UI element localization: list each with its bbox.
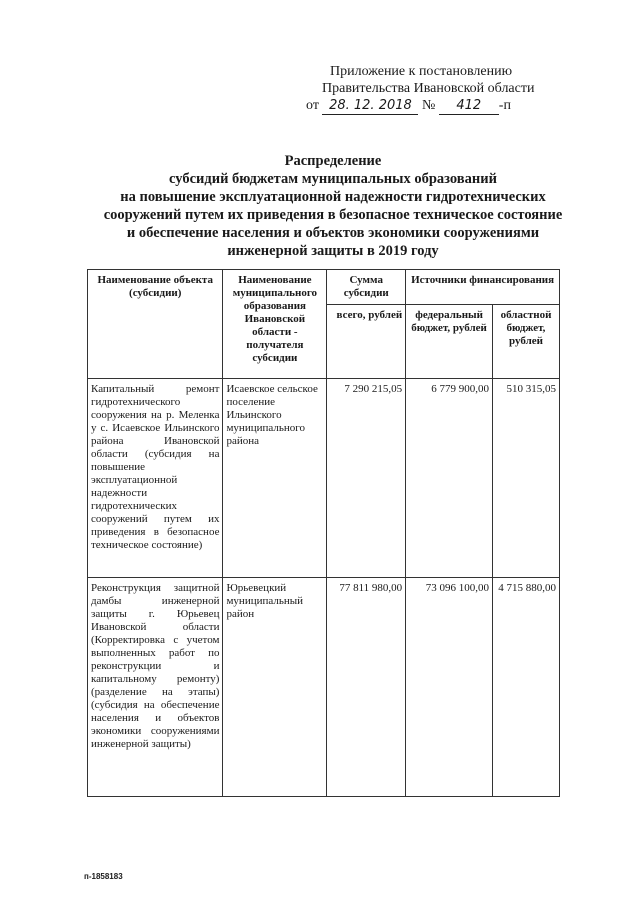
appendix-number-sign: № (421, 98, 436, 113)
table-row (88, 578, 560, 797)
row-2-regional: 4 715 880,00 (493, 578, 560, 797)
title-line-3: на повышение эксплуатационной надежности гидротехнических (120, 189, 546, 205)
document-code: п-1858183 (84, 872, 123, 881)
row-1-federal: 6 779 900,00 (406, 379, 493, 578)
document-title (80, 152, 586, 260)
title-line-2: субсидий бюджетам муниципальных образований (169, 171, 497, 187)
header-federal: федеральный бюджет, рублей (406, 305, 493, 379)
row-2-object: Реконструкция защитной дамбы инженерной защиты г. Юрьевец Ивановской области (Корректировка с учетом выполненных работ по реконструкции и капитальному ремонту) (разделение на этапы) (субсидия на обеспечение населения и объектов экономики сооружениями инженерной защиты) (88, 578, 223, 797)
header-total: всего, рублей (327, 305, 406, 379)
table-row (88, 379, 560, 578)
row-2-total: 77 811 980,00 (327, 578, 406, 797)
subsidy-table (87, 269, 560, 797)
appendix-date: 28. 12. 2018 (322, 97, 418, 115)
title-line-4: сооружений путем их приведения в безопасное техническое состояние (103, 207, 563, 223)
appendix-line-1: Приложение к постановлению (330, 64, 513, 79)
title-line-5: и обеспечение населения и объектов экономики сооружениями (126, 225, 540, 241)
header-object: Наименование объекта (субсидии) (88, 270, 223, 379)
appendix-number: 412 (439, 97, 499, 115)
row-2-municipality: Юрьевецкий муниципальный район (223, 578, 327, 797)
title-line-1: Распределение (284, 153, 382, 169)
header-regional: областной бюджет, рублей (493, 305, 560, 379)
row-2-federal: 73 096 100,00 (406, 578, 493, 797)
row-1-object: Капитальный ремонт гидротехнического сооружения на р. Меленка у с. Исаевское Ильинского района Ивановской области (субсидия на повышение эксплуатационной надежности гидротехнических сооружений путем их приведения в безопасное техническое состояние) (88, 379, 223, 578)
header-sources: Источники финансирования (406, 270, 560, 305)
header-sum: Сумма субсидии (327, 270, 406, 305)
appendix-line-2: Правительства Ивановской области (322, 81, 535, 96)
header-municipality: Наименование муниципального образования Ивановской области - получателя субсидии (223, 270, 327, 379)
title-line-6: инженерной защиты в 2019 году (227, 243, 439, 259)
appendix-line-3 (306, 97, 570, 115)
header-row (88, 270, 560, 305)
row-1-municipality: Исаевское сельское поселение Ильинского муниципального района (223, 379, 327, 578)
appendix-block (306, 63, 570, 115)
row-1-regional: 510 315,05 (493, 379, 560, 578)
appendix-from: от (306, 98, 319, 113)
row-1-total: 7 290 215,05 (327, 379, 406, 578)
appendix-suffix: -п (498, 98, 511, 113)
